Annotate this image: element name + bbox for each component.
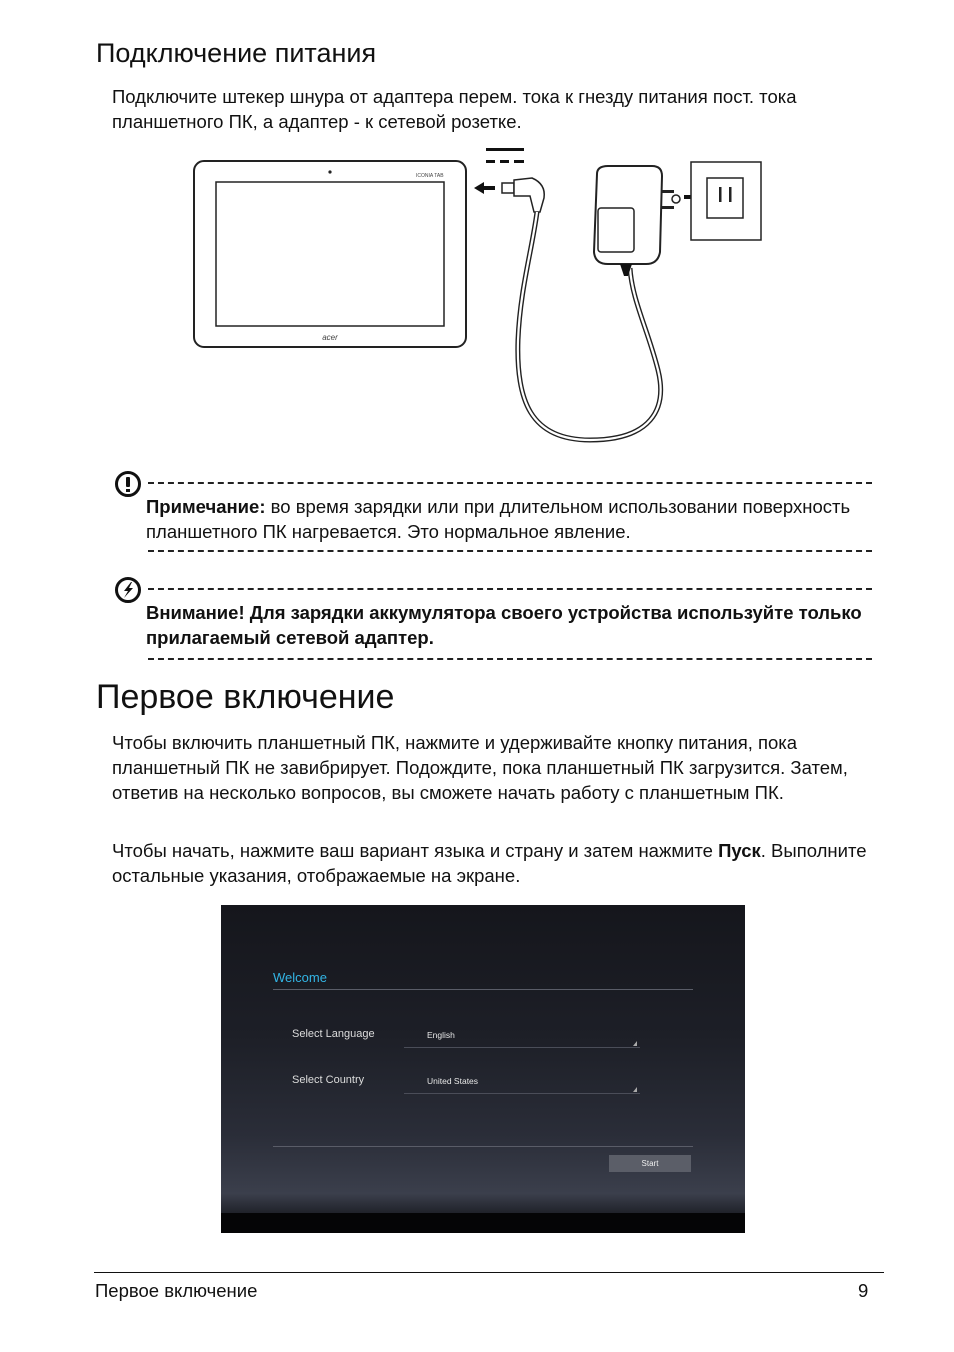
dropdown-arrow-icon [633, 1087, 637, 1092]
start-instructions-text: Чтобы начать, нажмите ваш вариант языка и страну и затем нажмите [112, 840, 719, 861]
select-country-label: Select Country [292, 1074, 365, 1086]
power-connection-illustration [180, 140, 780, 450]
footer-rule [94, 1272, 884, 1273]
footer-divider [273, 1146, 693, 1147]
exclamation-icon [115, 471, 141, 497]
note-body: во время зарядки или при длительном использовании поверхность планшетного ПК нагревается. Это нормальное явление. [146, 496, 851, 542]
language-dropdown-underline [404, 1047, 640, 1048]
note-top-divider [148, 482, 872, 484]
start-instructions-bold: Пуск [718, 840, 761, 861]
tablet-illustration [194, 161, 466, 347]
first-on-instructions: Чтобы включить планшетный ПК, нажмите и удерживайте кнопку питания, пока планшетный ПК не завибрирует. Подождите, пока планшетный ПК загрузится. Затем, ответив на несколько вопросов, вы сможете начать работу с планшетным ПК. [112, 732, 848, 803]
page-number: 9 [858, 1280, 869, 1301]
start-instructions [112, 838, 892, 888]
power-instructions: Подключите штекер шнура от адаптера перем. тока к гнезду питания пост. тока планшетного ПК, а адаптер - к сетевой розетке. [112, 86, 797, 132]
start-button[interactable]: Start [609, 1155, 691, 1172]
section-heading-first-on: Первое включение [96, 678, 395, 716]
note-label: Примечание: [146, 496, 266, 517]
dc-symbol-icon [486, 148, 524, 163]
country-dropdown-underline [404, 1093, 640, 1094]
warning-text: Внимание! Для зарядки аккумулятора своего устройства используйте только прилагаемый сетевой адаптер. [146, 602, 862, 648]
warning-bottom-divider [148, 658, 872, 660]
start-instructions-tail: . Выполните остальные указания, отображаемые на экране. [112, 840, 867, 886]
footer-section-title: Первое включение [95, 1280, 258, 1301]
language-dropdown[interactable]: English [427, 1030, 455, 1040]
select-language-label: Select Language [292, 1028, 375, 1040]
tablet-brand-logo: acer [322, 333, 338, 342]
welcome-title-underline [273, 989, 693, 990]
welcome-title: Welcome [273, 970, 327, 985]
wall-outlet-illustration [691, 162, 761, 240]
tablet-model-label: ICONIA TAB [416, 173, 444, 179]
note-bottom-divider [148, 550, 872, 552]
country-dropdown[interactable]: United States [427, 1076, 479, 1086]
warning-lightning-icon [115, 577, 141, 603]
navigation-bar [221, 1213, 745, 1233]
arrow-left-icon [474, 182, 495, 194]
note-text [146, 494, 876, 544]
welcome-screen-screenshot [221, 905, 745, 1233]
section-heading-power: Подключение питания [96, 38, 377, 68]
ac-adapter-illustration [594, 166, 680, 276]
warning-top-divider [148, 588, 872, 590]
dc-plug-illustration [502, 178, 544, 212]
dropdown-arrow-icon [633, 1041, 637, 1046]
